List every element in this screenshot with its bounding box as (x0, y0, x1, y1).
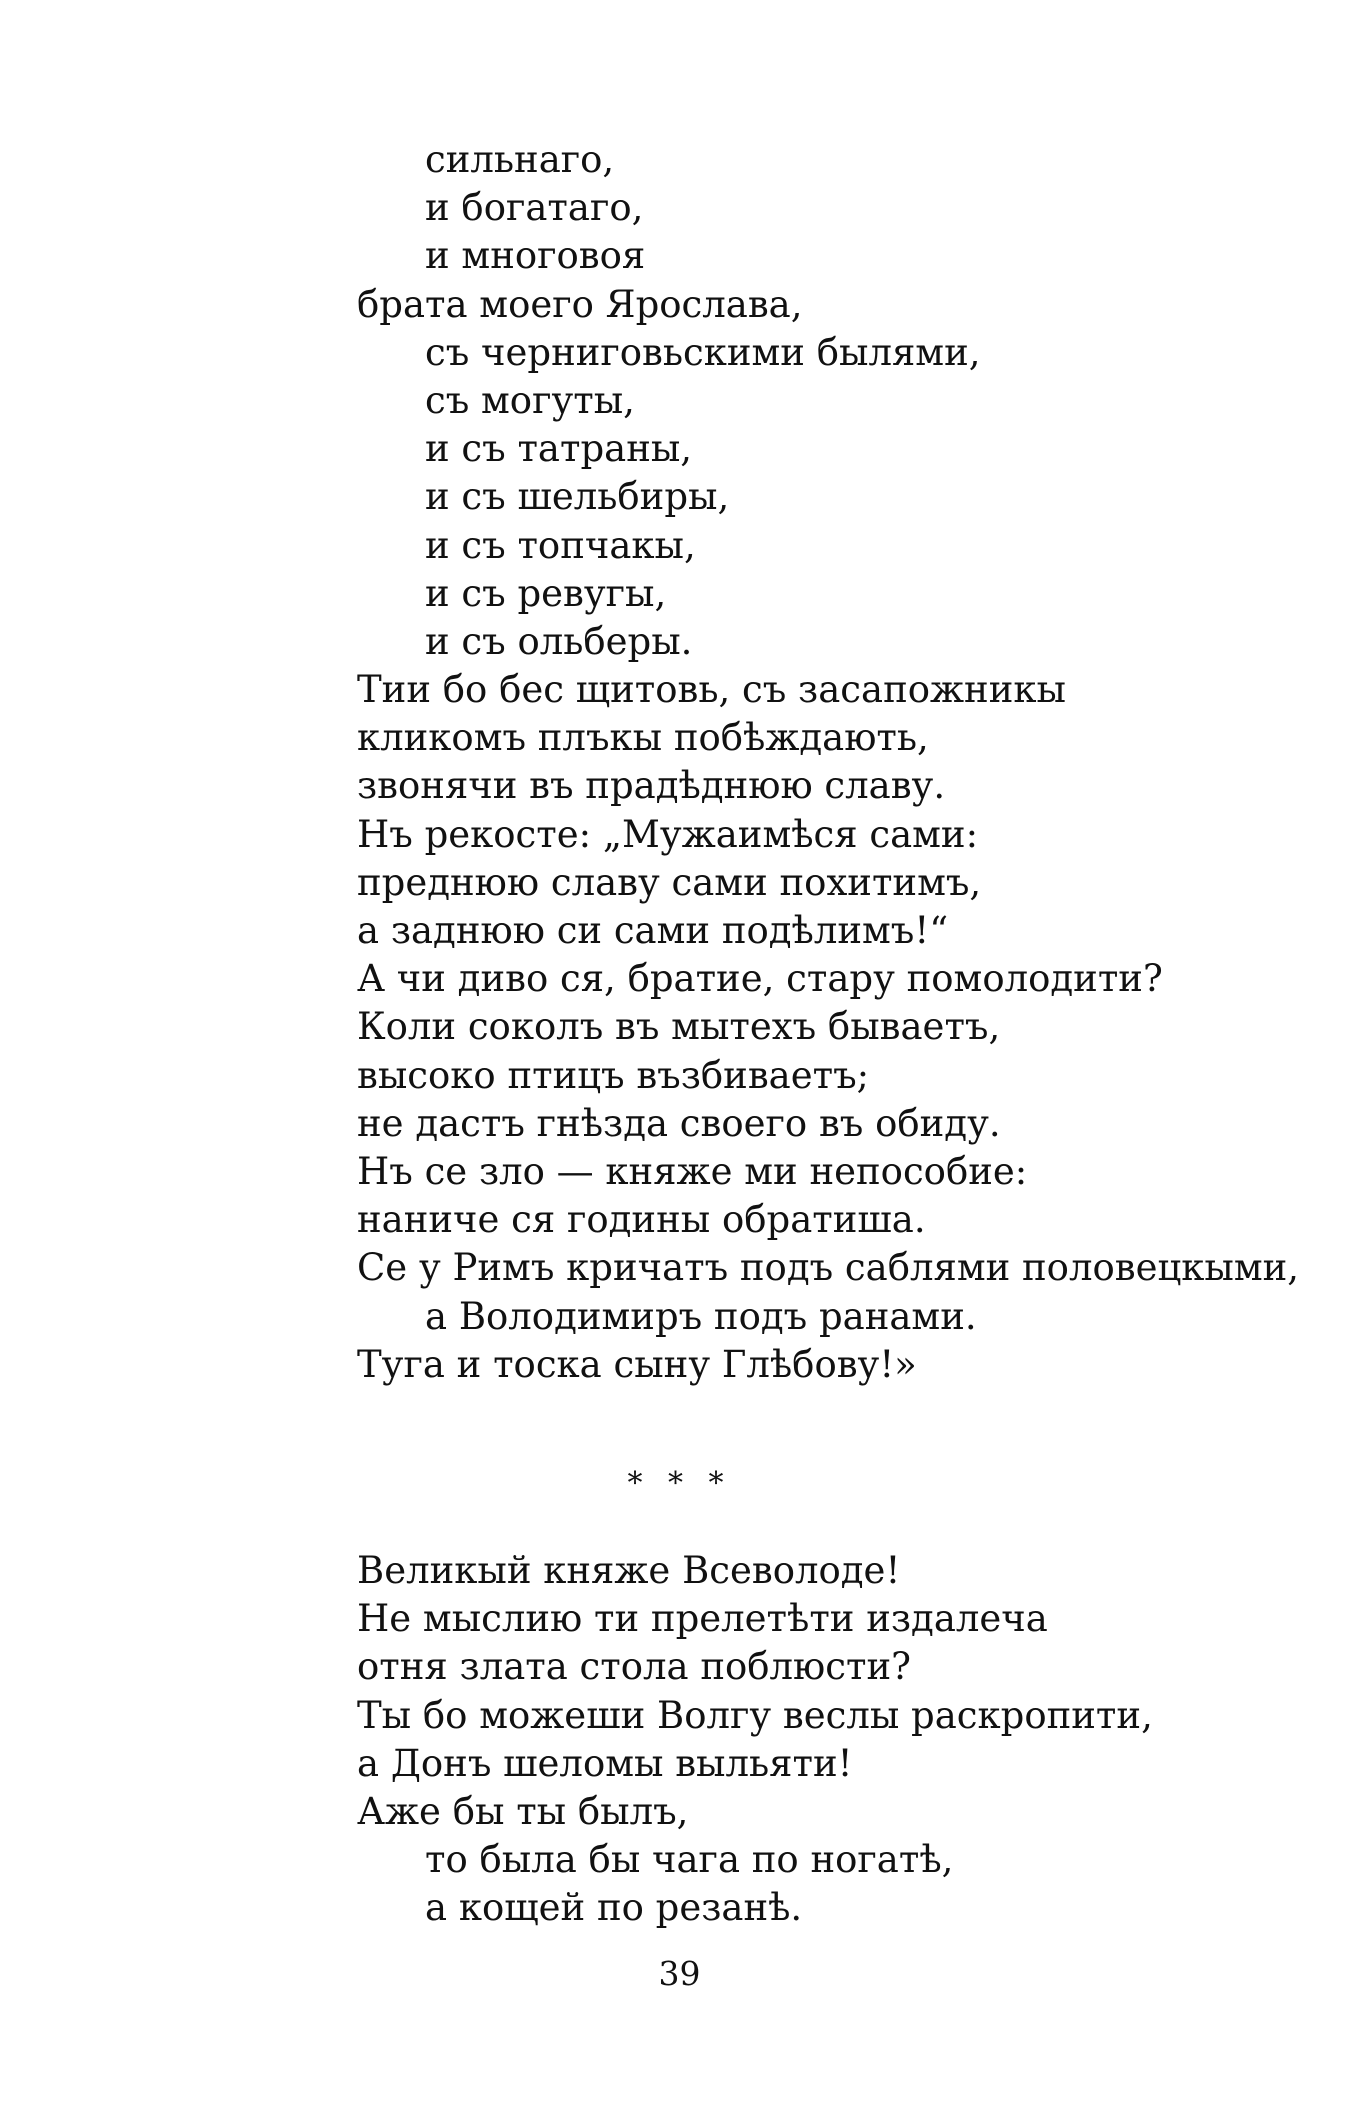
poem-line: а Донъ шеломы выльяти! (357, 1741, 853, 1785)
poem-line: Ты бо можеши Волгу веслы раскропити, (357, 1693, 1153, 1737)
poem-line: Не мыслию ти прелетѣти издалеча (357, 1597, 1048, 1641)
poem-line: и съ ольберы. (425, 619, 693, 663)
poem-line: Великый княже Всеволоде! (357, 1549, 901, 1592)
poem-line: Коли соколъ въ мытехъ бываетъ, (357, 1005, 1001, 1049)
poem-line: Аже бы ты былъ, (357, 1789, 689, 1833)
section-divider: * * * (627, 1466, 732, 1501)
page-number: 39 (658, 1954, 701, 1993)
poem-line: звонячи въ прадѣднюю славу. (357, 764, 946, 808)
poem-line: Туга и тоска сыну Глѣбову!» (357, 1342, 917, 1386)
poem-line: и съ татраны, (425, 427, 693, 471)
poem-line: то была бы чага по ногатѣ, (425, 1838, 954, 1882)
poem-line: съ черниговьскими былями, (425, 330, 981, 374)
poem-line: высоко птицъ възбиваетъ; (357, 1053, 870, 1097)
poem-line: преднюю славу сами похитимъ, (357, 860, 982, 904)
poem-line: и съ шельбиры, (425, 475, 730, 519)
poem-line: не дастъ гнѣзда своего въ обиду. (357, 1101, 1001, 1145)
poem-stanza-1 (357, 136, 1299, 1389)
poem-line: Нъ рекосте: „Мужаимѣся сами: (357, 812, 979, 856)
poem-line: съ могуты, (425, 378, 635, 422)
poem-line: и съ ревугы, (425, 571, 667, 615)
poem-line: сильнаго, (425, 138, 615, 181)
poem-line: наниче ся годины обратиша. (357, 1198, 926, 1242)
poem-line: Нъ се зло — княже ми непособие: (357, 1149, 1028, 1193)
poem-line: а заднюю си сами подѣлимъ!“ (357, 909, 949, 952)
poem-line: а кощей по резанѣ. (425, 1886, 803, 1930)
poem-line: Тии бо бес щитовь, съ засапожникы (357, 668, 1066, 712)
poem-line: А чи диво ся, братие, стару помолодити? (357, 957, 1163, 1001)
poem-line: отня злата стола поблюсти? (357, 1645, 911, 1689)
poem-line: брата моего Ярослава, (357, 282, 803, 326)
poem-line: и богатаго, (425, 186, 644, 230)
poem-line: и съ топчакы, (425, 523, 696, 567)
poem-line: кликомъ плъкы побѣждають, (357, 716, 929, 760)
poem-line: Се у Римъ кричатъ подъ саблями половецкыми, (357, 1246, 1300, 1290)
poem-stanza-2 (357, 1547, 1153, 1933)
poem-line: а Володимиръ подъ ранами. (425, 1294, 977, 1338)
poem-line: и многовоя (425, 234, 646, 278)
